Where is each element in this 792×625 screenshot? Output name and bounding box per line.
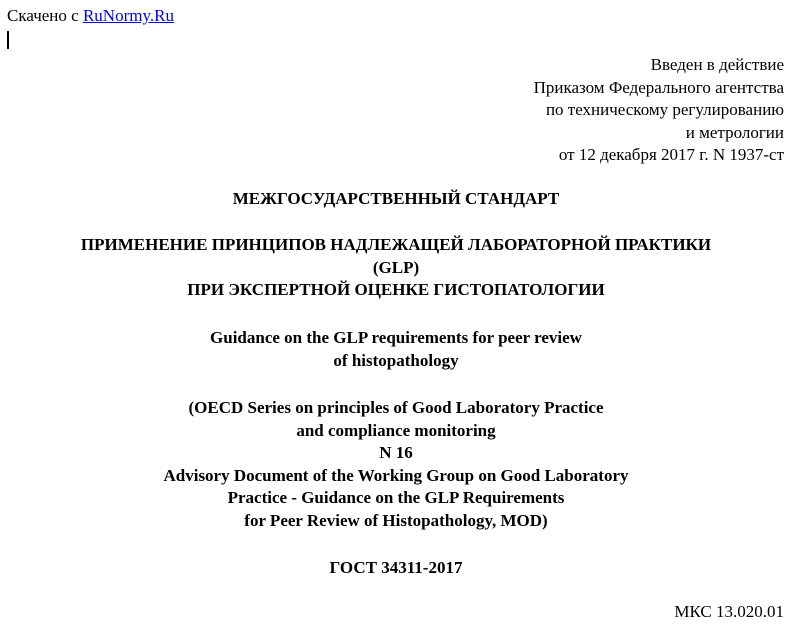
oecd-line: for Peer Review of Histopathology, MOD)	[244, 510, 548, 530]
oecd-line: Advisory Document of the Working Group on Good Laboratory	[163, 465, 629, 485]
title-ru-line: ПРИМЕНЕНИЕ ПРИНЦИПОВ НАДЛЕЖАЩЕЙ ЛАБОРАТОРНОЙ ПРАКТИКИ	[80, 235, 712, 254]
runormy-link[interactable]: RuNormy.Ru	[82, 6, 174, 25]
source-line	[7, 6, 174, 26]
oecd-line: and compliance monitoring	[296, 420, 496, 440]
title-en-line: of histopathology	[333, 350, 459, 370]
title-ru-line: (GLP)	[372, 257, 420, 277]
gost-number-text: ГОСТ 34311-2017	[329, 558, 463, 577]
title-en	[0, 327, 792, 372]
oecd-line: (OECD Series on principles of Good Laboratory Practice	[188, 398, 604, 417]
gost-number	[0, 557, 792, 580]
title-ru-line: ПРИ ЭКСПЕРТНОЙ ОЦЕНКЕ ГИСТОПАТОЛОГИИ	[187, 280, 605, 299]
mks-code: МКС 13.020.01	[674, 602, 784, 621]
oecd-line: Practice - Guidance on the GLP Requirements	[227, 488, 565, 507]
text-cursor	[7, 31, 9, 49]
source-prefix: Скачено с	[7, 6, 83, 25]
intro-line: и метрологии	[685, 122, 784, 142]
standard-type-text: МЕЖГОСУДАРСТВЕННЫЙ СТАНДАРТ	[232, 189, 560, 208]
oecd-block	[0, 397, 792, 532]
oecd-line: N 16	[379, 443, 413, 462]
intro-line: от 12 декабря 2017 г. N 1937-ст	[558, 145, 784, 164]
standard-type	[0, 188, 792, 211]
intro-block	[534, 54, 784, 167]
title-ru	[0, 234, 792, 302]
title-en-line: Guidance on the GLP requirements for peer review	[210, 328, 582, 347]
intro-line: по техническому регулированию	[545, 100, 784, 119]
intro-line: Приказом Федерального агентства	[533, 77, 784, 97]
intro-line: Введен в действие	[650, 55, 784, 74]
